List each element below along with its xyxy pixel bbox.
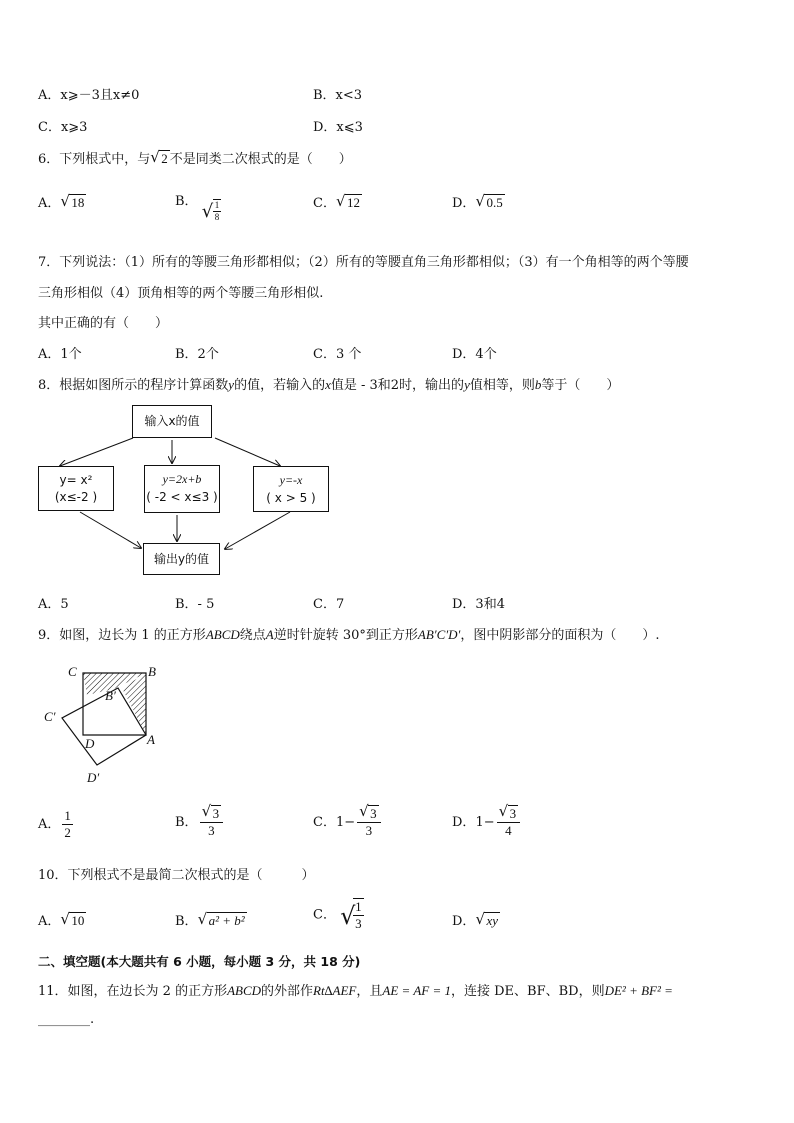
fig-label-c-prime: C′ — [44, 709, 56, 724]
q10-option-b: B． √ a² + b² — [175, 910, 245, 929]
flow-output-box: 输出y的值 — [143, 543, 220, 575]
flow-input-box: 输入x的值 — [132, 405, 212, 438]
q9-option-c: C．1− √ 3 3 — [313, 806, 383, 839]
q8-option-c: C．7 — [313, 597, 345, 612]
q8-option-b: B．- 5 — [175, 597, 215, 612]
fig-label-d: D — [85, 736, 95, 751]
q10-stem: 10．下列根式不是最简二次根式的是（ ） — [38, 868, 315, 883]
q9-option-a: A． $\frac{1}{2}$ — [38, 808, 71, 840]
q8-option-d: D．3和4 — [452, 597, 505, 612]
q11-answer-blank[interactable]: ________. — [38, 1012, 95, 1027]
q11-stem: 11．如图，在边长为 2 的正方形ABCD的外部作Rt∆AEF，且AE = AF = 1，连接 DE、BF、BD，则DE² + BF² = — [38, 983, 673, 999]
q5-option-c: C．x⩾3 — [38, 120, 88, 135]
q6-option-c: C． √ 12 — [313, 192, 360, 211]
q6-option-b: B． √ $\frac{1}{8}$ — [175, 194, 220, 222]
fig-label-a: A — [147, 732, 155, 747]
q9-option-b: B． √ 3 3 — [175, 806, 225, 839]
q7-option-c: C．3 个 — [313, 347, 362, 362]
q10-option-d: D． √ xy — [452, 910, 498, 929]
q10-option-c: C． √ $\frac{1}{3}$ — [313, 899, 362, 931]
fig-label-c: C — [68, 664, 77, 679]
q9-option-d: D．1− √ 3 4 — [452, 806, 522, 839]
q7-line2: 三角形相似（4）顶角相等的两个等腰三角形相似. — [38, 286, 324, 301]
q6-option-a: A． √ 18 — [38, 192, 85, 211]
q10-option-a: A． √ 10 — [38, 910, 85, 929]
q5-option-a: A．x⩾－3且x≠0 — [38, 88, 140, 103]
q6-option-d: D． √ 0.5 — [452, 192, 503, 211]
flow-middle-box: y=2x+b ( -2 < x≤3 ) — [144, 465, 220, 513]
q7-line1: 7．下列说法：（1）所有的等腰三角形都相似；（2）所有的等腰直角三角形都相似；（3）有一个角相等的两个等腰 — [38, 255, 689, 270]
q6-stem: 6．下列根式中，与 √ 2 不是同类二次根式的是（ ） — [38, 148, 352, 167]
fig-label-d-prime: D′ — [87, 770, 100, 785]
q7-option-b: B．2个 — [175, 347, 219, 362]
q7-option-d: D．4个 — [452, 347, 497, 362]
q7-line3: 其中正确的有（ ） — [38, 316, 169, 331]
section2-heading: 二、填空题(本大题共有 6 小题，每小题 3 分，共 18 分) — [38, 954, 361, 969]
q5-option-d: D．x⩽3 — [313, 120, 363, 135]
q7-option-a: A．1个 — [38, 347, 82, 362]
fig-label-b: B — [148, 664, 156, 679]
q8-stem: 8．根据如图所示的程序计算函数y的值，若输入的x值是 - 3和2时，输出的y值相等，则b等于（ ） — [38, 377, 620, 393]
fig-label-b-prime: B′ — [105, 688, 116, 703]
flow-left-box: y= x² (x≤-2 ) — [38, 466, 114, 511]
flow-right-box: y=-x ( x > 5 ) — [253, 466, 329, 512]
q5-option-b: B．x<3 — [313, 88, 363, 103]
q8-option-a: A．5 — [38, 597, 69, 612]
q9-stem: 9．如图，边长为 1 的正方形ABCD绕点A逆时针旋转 30°到正方形AB′C′D′，图中阴影部分的面积为（ ）. — [38, 627, 660, 643]
